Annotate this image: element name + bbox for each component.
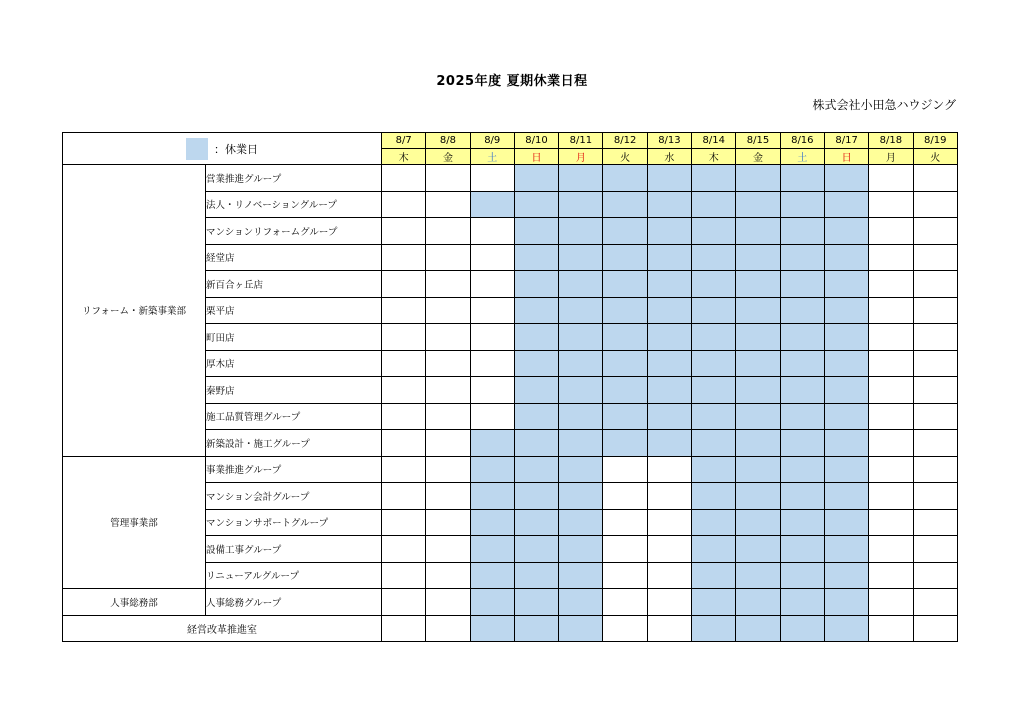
workday-cell xyxy=(470,271,514,298)
workday-cell xyxy=(869,483,913,510)
weekday-header: 水 xyxy=(647,149,691,165)
holiday-cell xyxy=(692,589,736,616)
holiday-cell xyxy=(824,377,868,404)
holiday-cell xyxy=(603,191,647,218)
date-header: 8/19 xyxy=(913,133,957,149)
department-name: 人事総務部 xyxy=(63,589,206,616)
workday-cell xyxy=(382,297,426,324)
holiday-cell xyxy=(514,483,558,510)
office-name: 経営改革推進室 xyxy=(63,615,382,642)
group-name: 設備工事グループ xyxy=(206,536,382,563)
workday-cell xyxy=(382,483,426,510)
group-name: 経堂店 xyxy=(206,244,382,271)
holiday-cell xyxy=(559,456,603,483)
holiday-cell xyxy=(514,403,558,430)
holiday-cell xyxy=(514,271,558,298)
date-header: 8/9 xyxy=(470,133,514,149)
holiday-cell xyxy=(647,297,691,324)
workday-cell xyxy=(913,165,957,192)
holiday-schedule-table xyxy=(62,132,958,642)
table-row xyxy=(63,589,958,616)
weekday-header: 木 xyxy=(382,149,426,165)
workday-cell xyxy=(913,456,957,483)
workday-cell xyxy=(869,191,913,218)
group-name: 厚木店 xyxy=(206,350,382,377)
holiday-cell xyxy=(736,536,780,563)
weekday-header: 火 xyxy=(913,149,957,165)
holiday-cell xyxy=(692,509,736,536)
holiday-cell xyxy=(559,165,603,192)
workday-cell xyxy=(647,509,691,536)
holiday-cell xyxy=(647,403,691,430)
department-name: 管理事業部 xyxy=(63,456,206,589)
group-name: 営業推進グループ xyxy=(206,165,382,192)
holiday-cell xyxy=(647,218,691,245)
workday-cell xyxy=(869,536,913,563)
holiday-cell xyxy=(736,456,780,483)
legend-wrap xyxy=(63,138,381,160)
workday-cell xyxy=(913,244,957,271)
workday-cell xyxy=(470,350,514,377)
holiday-cell xyxy=(514,350,558,377)
group-name: 人事総務グループ xyxy=(206,589,382,616)
workday-cell xyxy=(869,218,913,245)
holiday-cell xyxy=(559,297,603,324)
holiday-cell xyxy=(514,324,558,351)
date-header: 8/12 xyxy=(603,133,647,149)
holiday-cell xyxy=(736,589,780,616)
holiday-cell xyxy=(470,509,514,536)
page-title: 2025年度 夏期休業日程 xyxy=(436,74,588,89)
workday-cell xyxy=(913,509,957,536)
holiday-cell xyxy=(559,615,603,642)
weekday-header: 木 xyxy=(692,149,736,165)
holiday-cell xyxy=(780,456,824,483)
holiday-cell xyxy=(736,430,780,457)
holiday-cell xyxy=(824,244,868,271)
holiday-cell xyxy=(780,403,824,430)
holiday-cell xyxy=(736,324,780,351)
holiday-cell xyxy=(736,377,780,404)
group-name: 新百合ヶ丘店 xyxy=(206,271,382,298)
department-name: リフォーム・新築事業部 xyxy=(63,165,206,457)
holiday-cell xyxy=(824,218,868,245)
group-name: 町田店 xyxy=(206,324,382,351)
workday-cell xyxy=(382,615,426,642)
holiday-cell xyxy=(824,430,868,457)
holiday-cell xyxy=(603,271,647,298)
holiday-cell xyxy=(780,377,824,404)
weekday-header: 日 xyxy=(824,149,868,165)
holiday-cell xyxy=(470,589,514,616)
group-name: リニューアルグループ xyxy=(206,562,382,589)
holiday-cell xyxy=(514,562,558,589)
weekday-header: 土 xyxy=(470,149,514,165)
holiday-cell xyxy=(692,615,736,642)
workday-cell xyxy=(647,456,691,483)
holiday-cell xyxy=(514,589,558,616)
holiday-cell xyxy=(559,483,603,510)
holiday-cell xyxy=(514,244,558,271)
workday-cell xyxy=(470,165,514,192)
workday-cell xyxy=(382,324,426,351)
holiday-cell xyxy=(603,165,647,192)
holiday-cell xyxy=(780,509,824,536)
holiday-cell xyxy=(780,615,824,642)
workday-cell xyxy=(869,430,913,457)
workday-cell xyxy=(913,218,957,245)
holiday-cell xyxy=(736,403,780,430)
group-name: マンションサポートグループ xyxy=(206,509,382,536)
date-header: 8/16 xyxy=(780,133,824,149)
group-name: 秦野店 xyxy=(206,377,382,404)
table-row xyxy=(63,456,958,483)
date-header: 8/17 xyxy=(824,133,868,149)
holiday-cell xyxy=(824,191,868,218)
holiday-cell xyxy=(736,562,780,589)
holiday-cell xyxy=(824,615,868,642)
holiday-cell xyxy=(736,218,780,245)
holiday-cell xyxy=(603,377,647,404)
holiday-cell xyxy=(692,536,736,563)
holiday-cell xyxy=(824,483,868,510)
weekday-header: 金 xyxy=(426,149,470,165)
holiday-cell xyxy=(647,350,691,377)
workday-cell xyxy=(382,244,426,271)
holiday-cell xyxy=(603,350,647,377)
holiday-cell xyxy=(824,403,868,430)
holiday-cell xyxy=(824,165,868,192)
workday-cell xyxy=(382,377,426,404)
table-row xyxy=(63,165,958,192)
group-name: 事業推進グループ xyxy=(206,456,382,483)
workday-cell xyxy=(426,536,470,563)
date-header: 8/10 xyxy=(514,133,558,149)
holiday-cell xyxy=(780,297,824,324)
holiday-cell xyxy=(603,244,647,271)
workday-cell xyxy=(869,509,913,536)
holiday-cell xyxy=(647,191,691,218)
workday-cell xyxy=(869,271,913,298)
workday-cell xyxy=(426,509,470,536)
holiday-cell xyxy=(514,430,558,457)
workday-cell xyxy=(913,271,957,298)
workday-cell xyxy=(913,297,957,324)
holiday-cell xyxy=(470,615,514,642)
holiday-cell xyxy=(824,509,868,536)
holiday-cell xyxy=(514,536,558,563)
holiday-cell xyxy=(559,589,603,616)
holiday-cell xyxy=(603,297,647,324)
weekday-header: 土 xyxy=(780,149,824,165)
workday-cell xyxy=(426,377,470,404)
workday-cell xyxy=(470,377,514,404)
workday-cell xyxy=(382,589,426,616)
workday-cell xyxy=(426,562,470,589)
holiday-cell xyxy=(559,218,603,245)
holiday-cell xyxy=(780,218,824,245)
holiday-cell xyxy=(736,271,780,298)
holiday-cell xyxy=(780,191,824,218)
holiday-cell xyxy=(514,509,558,536)
holiday-cell xyxy=(780,271,824,298)
workday-cell xyxy=(470,324,514,351)
holiday-cell xyxy=(692,377,736,404)
workday-cell xyxy=(382,509,426,536)
workday-cell xyxy=(913,589,957,616)
holiday-cell xyxy=(736,191,780,218)
workday-cell xyxy=(913,191,957,218)
group-name: 法人・リノベーショングループ xyxy=(206,191,382,218)
holiday-cell xyxy=(692,324,736,351)
workday-cell xyxy=(426,456,470,483)
holiday-cell xyxy=(514,456,558,483)
workday-cell xyxy=(603,615,647,642)
workday-cell xyxy=(869,562,913,589)
holiday-cell xyxy=(780,483,824,510)
workday-cell xyxy=(869,403,913,430)
holiday-cell xyxy=(559,324,603,351)
group-name: 栗平店 xyxy=(206,297,382,324)
holiday-cell xyxy=(559,403,603,430)
workday-cell xyxy=(603,483,647,510)
holiday-cell xyxy=(559,536,603,563)
holiday-cell xyxy=(470,483,514,510)
date-header: 8/15 xyxy=(736,133,780,149)
weekday-header: 火 xyxy=(603,149,647,165)
workday-cell xyxy=(382,562,426,589)
workday-cell xyxy=(869,456,913,483)
workday-cell xyxy=(869,377,913,404)
date-header: 8/14 xyxy=(692,133,736,149)
holiday-cell xyxy=(736,165,780,192)
holiday-cell xyxy=(824,297,868,324)
holiday-cell xyxy=(692,297,736,324)
holiday-cell xyxy=(514,191,558,218)
holiday-cell xyxy=(780,562,824,589)
workday-cell xyxy=(382,536,426,563)
holiday-cell xyxy=(514,218,558,245)
date-header: 8/18 xyxy=(869,133,913,149)
holiday-cell xyxy=(692,430,736,457)
workday-cell xyxy=(426,324,470,351)
holiday-cell xyxy=(470,191,514,218)
holiday-cell xyxy=(559,562,603,589)
holiday-cell xyxy=(692,191,736,218)
weekday-header: 月 xyxy=(559,149,603,165)
holiday-cell xyxy=(824,271,868,298)
date-header: 8/8 xyxy=(426,133,470,149)
workday-cell xyxy=(913,536,957,563)
workday-cell xyxy=(913,483,957,510)
holiday-cell xyxy=(692,403,736,430)
workday-cell xyxy=(913,615,957,642)
workday-cell xyxy=(913,350,957,377)
holiday-cell xyxy=(824,324,868,351)
workday-cell xyxy=(470,403,514,430)
holiday-cell xyxy=(559,430,603,457)
workday-cell xyxy=(426,218,470,245)
workday-cell xyxy=(426,244,470,271)
holiday-cell xyxy=(647,324,691,351)
holiday-cell xyxy=(603,430,647,457)
group-name: 新築設計・施工グループ xyxy=(206,430,382,457)
date-header: 8/7 xyxy=(382,133,426,149)
date-header: 8/11 xyxy=(559,133,603,149)
group-name: 施工品質管理グループ xyxy=(206,403,382,430)
holiday-cell xyxy=(559,377,603,404)
workday-cell xyxy=(603,509,647,536)
workday-cell xyxy=(382,456,426,483)
workday-cell xyxy=(647,483,691,510)
workday-cell xyxy=(426,589,470,616)
holiday-cell xyxy=(780,430,824,457)
workday-cell xyxy=(869,615,913,642)
legend-label: ：休業日 xyxy=(214,142,258,156)
holiday-cell xyxy=(692,562,736,589)
holiday-cell xyxy=(514,615,558,642)
workday-cell xyxy=(603,589,647,616)
holiday-cell xyxy=(470,536,514,563)
workday-cell xyxy=(869,244,913,271)
holiday-cell xyxy=(647,430,691,457)
workday-cell xyxy=(603,456,647,483)
holiday-cell xyxy=(824,536,868,563)
workday-cell xyxy=(470,297,514,324)
workday-cell xyxy=(913,430,957,457)
holiday-cell xyxy=(780,536,824,563)
holiday-cell xyxy=(603,324,647,351)
legend-swatch xyxy=(186,138,208,160)
holiday-cell xyxy=(559,244,603,271)
workday-cell xyxy=(426,483,470,510)
holiday-cell xyxy=(559,509,603,536)
workday-cell xyxy=(382,403,426,430)
group-name: マンションリフォームグループ xyxy=(206,218,382,245)
workday-cell xyxy=(382,191,426,218)
workday-cell xyxy=(470,244,514,271)
workday-cell xyxy=(382,430,426,457)
holiday-cell xyxy=(692,244,736,271)
holiday-cell xyxy=(736,615,780,642)
workday-cell xyxy=(913,324,957,351)
holiday-cell xyxy=(514,377,558,404)
holiday-cell xyxy=(603,218,647,245)
holiday-cell xyxy=(559,350,603,377)
workday-cell xyxy=(470,218,514,245)
workday-cell xyxy=(382,218,426,245)
holiday-cell xyxy=(692,271,736,298)
weekday-header: 金 xyxy=(736,149,780,165)
workday-cell xyxy=(426,165,470,192)
workday-cell xyxy=(647,589,691,616)
holiday-cell xyxy=(603,403,647,430)
holiday-cell xyxy=(692,483,736,510)
workday-cell xyxy=(647,562,691,589)
workday-cell xyxy=(647,615,691,642)
workday-cell xyxy=(426,271,470,298)
legend xyxy=(63,133,382,165)
holiday-cell xyxy=(470,430,514,457)
holiday-cell xyxy=(780,324,824,351)
holiday-cell xyxy=(470,562,514,589)
workday-cell xyxy=(603,536,647,563)
workday-cell xyxy=(382,165,426,192)
holiday-cell xyxy=(780,350,824,377)
holiday-cell xyxy=(736,509,780,536)
date-header-row xyxy=(63,133,958,149)
holiday-cell xyxy=(824,456,868,483)
holiday-cell xyxy=(692,165,736,192)
holiday-cell xyxy=(647,165,691,192)
workday-cell xyxy=(426,297,470,324)
weekday-header: 月 xyxy=(869,149,913,165)
workday-cell xyxy=(426,430,470,457)
holiday-cell xyxy=(824,350,868,377)
workday-cell xyxy=(647,536,691,563)
holiday-cell xyxy=(647,271,691,298)
company-name: 株式会社小田急ハウジング xyxy=(812,98,956,112)
date-header: 8/13 xyxy=(647,133,691,149)
holiday-cell xyxy=(736,483,780,510)
holiday-cell xyxy=(647,244,691,271)
holiday-cell xyxy=(559,271,603,298)
workday-cell xyxy=(913,562,957,589)
holiday-cell xyxy=(514,165,558,192)
workday-cell xyxy=(426,403,470,430)
holiday-cell xyxy=(736,350,780,377)
holiday-cell xyxy=(780,244,824,271)
holiday-cell xyxy=(736,297,780,324)
holiday-cell xyxy=(692,218,736,245)
workday-cell xyxy=(382,271,426,298)
group-name: マンション会計グループ xyxy=(206,483,382,510)
holiday-cell xyxy=(780,589,824,616)
holiday-cell xyxy=(824,562,868,589)
workday-cell xyxy=(869,324,913,351)
holiday-cell xyxy=(692,456,736,483)
workday-cell xyxy=(603,562,647,589)
holiday-cell xyxy=(736,244,780,271)
workday-cell xyxy=(426,615,470,642)
holiday-cell xyxy=(514,297,558,324)
holiday-cell xyxy=(470,456,514,483)
workday-cell xyxy=(426,191,470,218)
workday-cell xyxy=(382,350,426,377)
workday-cell xyxy=(869,350,913,377)
holiday-cell xyxy=(559,191,603,218)
workday-cell xyxy=(426,350,470,377)
holiday-cell xyxy=(824,589,868,616)
table-row xyxy=(63,615,958,642)
workday-cell xyxy=(913,403,957,430)
workday-cell xyxy=(869,589,913,616)
holiday-cell xyxy=(692,350,736,377)
workday-cell xyxy=(913,377,957,404)
holiday-cell xyxy=(780,165,824,192)
workday-cell xyxy=(869,297,913,324)
workday-cell xyxy=(869,165,913,192)
weekday-header: 日 xyxy=(514,149,558,165)
holiday-cell xyxy=(647,377,691,404)
